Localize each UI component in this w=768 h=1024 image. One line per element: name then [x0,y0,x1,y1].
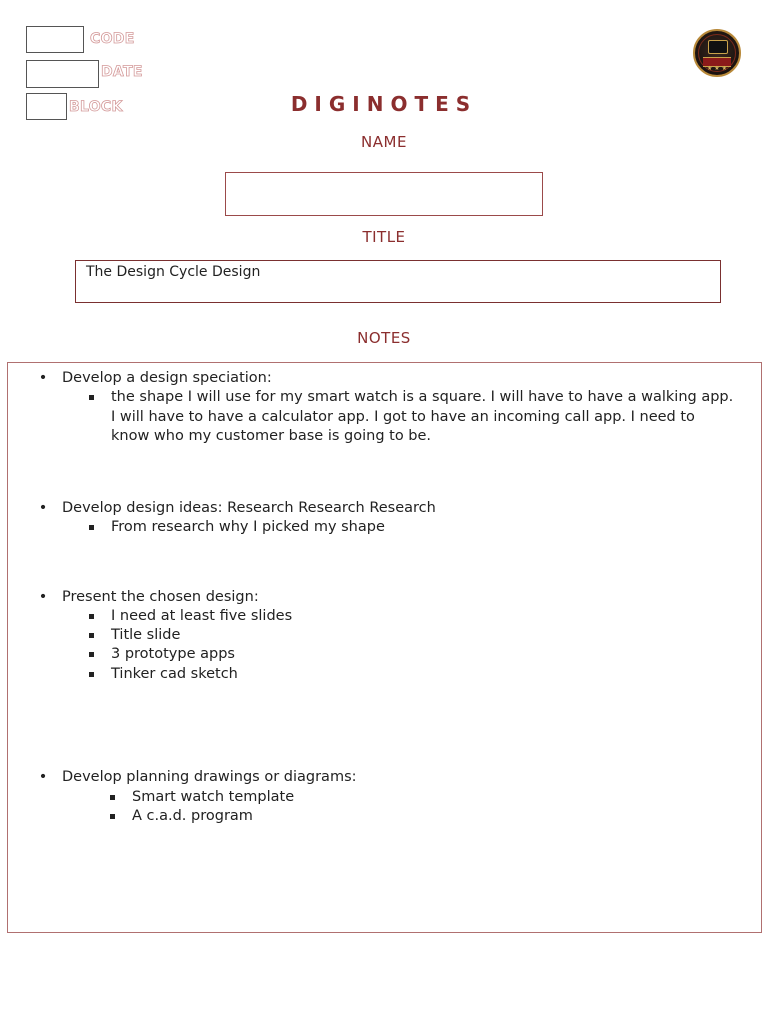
square-bullet-icon [110,814,115,819]
date-label: DATE [101,64,143,80]
sub-list-item [111,626,737,646]
sub-list-item-text: 3 prototype apps [111,646,235,662]
bullet-icon: • [38,500,48,516]
square-bullet-icon [89,614,94,619]
title-label: TITLE [362,228,406,246]
sub-list-item [111,518,737,538]
title-input[interactable]: The Design Cycle Design [75,260,721,303]
sub-list-item [132,788,737,808]
name-input[interactable] [225,172,543,216]
square-bullet-icon [89,672,94,677]
square-bullet-icon [89,652,94,657]
sub-list-item [111,388,737,447]
square-bullet-icon [89,525,94,530]
square-bullet-icon [89,633,94,638]
sub-list-item [111,607,737,627]
sub-list-item-text: Smart watch template [132,789,295,805]
school-crest-icon: ★ ★ ★ [693,29,741,77]
code-input[interactable] [26,26,84,53]
list-item-text: Present the chosen design: [62,589,259,605]
list-item-text: Develop planning drawings or diagrams: [62,769,357,785]
block-label: BLOCK [69,99,123,115]
list-item-text: Develop design ideas: Research Research Research [62,500,436,516]
notes-area[interactable] [7,362,762,933]
bullet-icon: • [38,769,48,785]
sub-list-item-text: I need at least five slides [111,608,293,624]
page-title: DIGINOTES [290,92,478,116]
sub-list-item [111,645,737,665]
square-bullet-icon [110,795,115,800]
square-bullet-icon [89,395,94,400]
sub-list-item [132,807,737,827]
sub-list-item-text: Tinker cad sketch [111,666,238,682]
date-input[interactable] [26,60,99,88]
sub-list-item-text: the shape I will use for my smart watch is a square. I will have to have a walking app. I will have to have a calculator app. I got to have an incoming call app. I need to know who my customer base is going to be. [111,389,734,444]
sub-list-item-text: From research why I picked my shape [111,519,385,535]
notes-label: NOTES [357,329,411,347]
sub-list-item-text: A c.a.d. program [132,808,253,824]
name-label: NAME [361,133,407,151]
code-label: CODE [90,31,135,47]
sub-list-item-text: Title slide [111,627,181,643]
sub-list-item [111,665,737,685]
bullet-icon: • [38,370,48,386]
bullet-icon: • [38,589,48,605]
list-item-text: Develop a design speciation: [62,370,272,386]
